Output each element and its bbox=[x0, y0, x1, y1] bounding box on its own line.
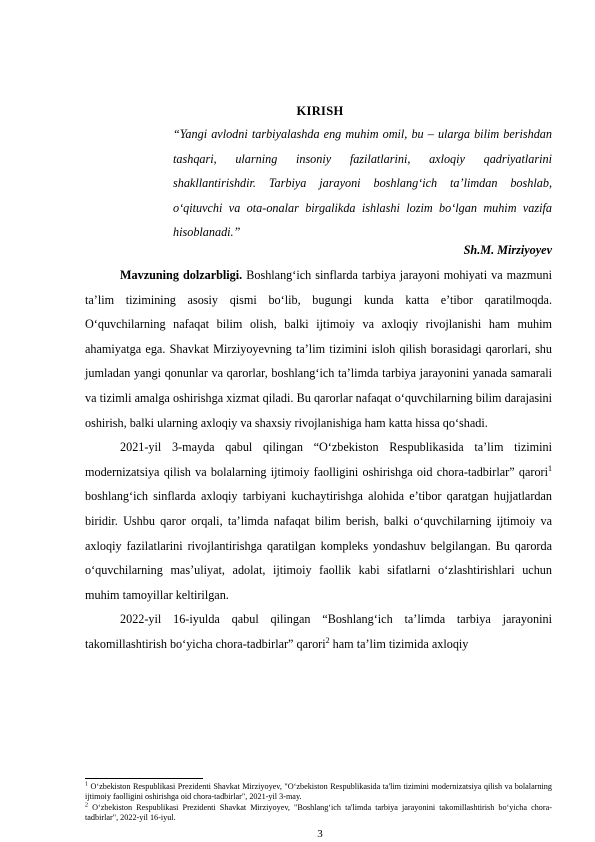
footnote-2 bbox=[85, 803, 552, 824]
footnote-number: 2 bbox=[85, 802, 88, 809]
epigraph-quote: “Yangi avlodni tarbiyalashda eng muhim omil, bu – ularga bilim berishdan tashqari, ularning insoniy fazilatlarini, axloqiy qadriyatlarini shakllantirishdir. Tarbiya jarayoni boshlang‘ich ta’limdan boshlab, o‘qituvchi va ota-onalar birgalikda ishlashi lozim bo‘lgan muhim vazifa hisoblanadi.” bbox=[173, 127, 552, 240]
footnotes bbox=[85, 782, 552, 824]
epigraph-author: Sh.M. Mirziyoyev bbox=[463, 243, 552, 257]
footnote-number: 1 bbox=[85, 781, 88, 788]
relevance-lead: Mavzuning dolzarbligi. bbox=[120, 268, 243, 282]
footnote-ref-2: 2 bbox=[325, 635, 330, 645]
relevance-text: Boshlang‘ich sinflarda tarbiya jarayoni mohiyati va mazmuni ta’lim tizimining asosiy qismi bo‘lib, bugungi kunda katta e’tibor qaratilmoqda. O‘quvchilarning nafaqat bilim olish, balki ijtimoiy va axloqiy rivojlanishi ham muhim ahamiyatga ega. Shavkat Mirziyoyevning ta’lim tizimini isloh qilish borasidagi qarorlari, shu jumladan yangi qonunlar va qarorlar, boshlang‘ich ta’limda tarbiya jarayonini yanada samarali va tizimli amalga oshirishga xizmat qiladi. Bu qarorlar nafaqat o‘quvchilarning bilim darajasini oshirish, balki ularning axloqiy va shaxsiy rivojlanishiga ham katta hissa qo‘shadi. bbox=[85, 268, 552, 430]
decree-2022-text-a: 2022-yil 16-iyulda qabul qilingan “Boshlang‘ich ta’limda tarbiya jarayonini takomillashtirish bo‘yicha chora-tadbirlar” qarori bbox=[85, 612, 552, 651]
page-number: 3 bbox=[317, 828, 323, 840]
body-text bbox=[85, 263, 552, 657]
footnote-text: O‘zbekiston Respublikasi Prezidenti Shavkat Mirziyoyev, "O‘zbekiston Respublikasida ta'lim tizimini modernizatsiya qilish va bolalarning ijtimoiy faolligini oshirishga oid chora-tadbirlar", 2021-yil 3-may. bbox=[85, 782, 552, 802]
footnote-text: O‘zbekiston Respublikasi Prezidenti Shavkat Mirziyoyev, "Boshlang‘ich ta'limda tarbiya jarayonini takomillashtirish bo‘yicha chora-tadbirlar", 2022-yil 16-iyul. bbox=[85, 802, 552, 823]
footnote-separator bbox=[85, 778, 203, 779]
footnote-ref-1: 1 bbox=[548, 463, 552, 473]
section-heading: KIRISH bbox=[296, 104, 344, 118]
paragraph-relevance bbox=[85, 263, 552, 435]
decree-2022-text-b: ham ta’lim tizimida axloqiy bbox=[329, 636, 469, 651]
decree-2021-text-a: 2021-yil 3-mayda qabul qilingan “O‘zbekiston Respublikasida ta’lim tizimini modernizatsiya qilish va bolalarning ijtimoiy faolligini oshirishga oid chora-tadbirlar” qarori bbox=[85, 440, 552, 479]
paragraph-decree-2021 bbox=[85, 435, 552, 607]
decree-2021-text-b: boshlang‘ich sinflarda axloqiy tarbiyani kuchaytirishga alohida e’tibor qaratgan hujjatlardan biridir. Ushbu qaror orqali, ta’limda nafaqat bilim berish, balki o‘quvchilarning ijtimoiy va axloqiy fazilatlarini rivojlantirishga qaratilgan kompleks yondashuv belgilangan. Bu qarorda o‘quvchilarning mas’uliyat, adolat, ijtimoiy faollik kabi sifatlarni o‘zlashtirishlari uchun muhim tamoyillar keltirilgan. bbox=[85, 489, 552, 602]
footnote-1 bbox=[85, 782, 552, 803]
paragraph-decree-2022 bbox=[85, 607, 552, 656]
